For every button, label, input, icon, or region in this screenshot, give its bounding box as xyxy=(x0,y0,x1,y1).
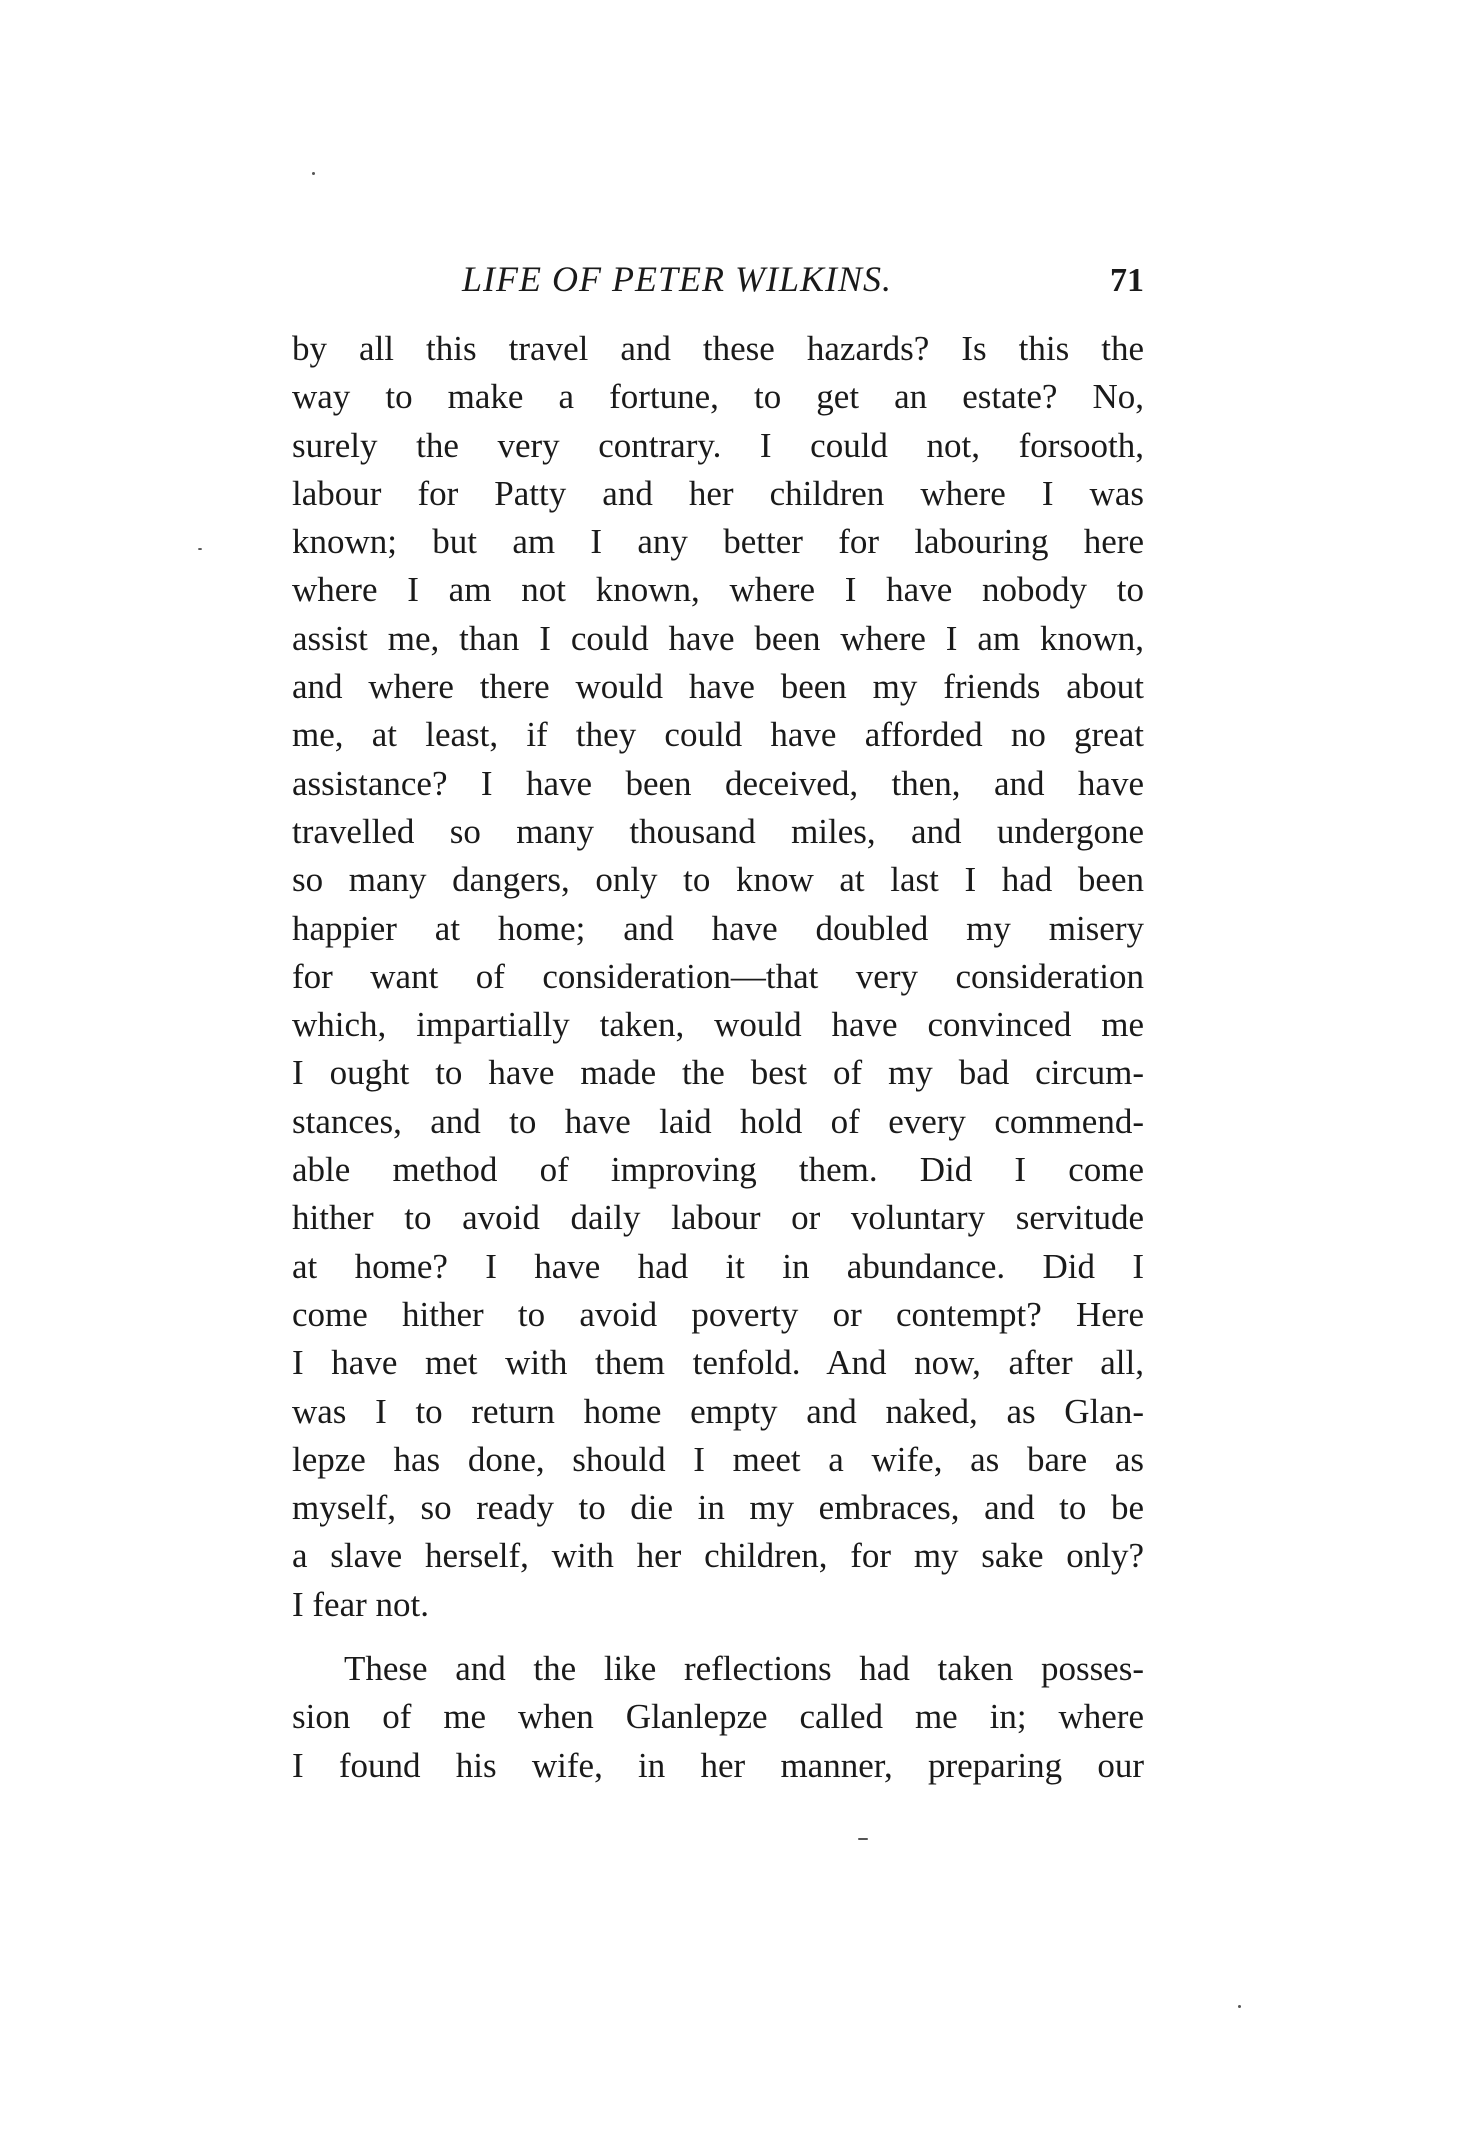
scan-speck xyxy=(858,1838,868,1840)
paragraph-gap xyxy=(292,1629,1144,1645)
paragraph xyxy=(292,1645,1144,1790)
text-line: travelled so many thousand miles, and undergone xyxy=(292,811,1144,851)
text-line: which, impartially taken, would have convinced me xyxy=(292,1005,1144,1045)
text-line: a slave herself, with her children, for my sake only? xyxy=(292,1536,1144,1576)
text-line: assist me, than I could have been where I am known, xyxy=(292,618,1144,658)
text-line: assistance? I have been deceived, then, and have xyxy=(292,763,1144,803)
text-line: lepze has done, should I meet a wife, as bare as xyxy=(292,1439,1144,1479)
text-line: stances, and to have laid hold of every commend- xyxy=(292,1101,1144,1141)
text-line: known; but am I any better for labouring here xyxy=(292,522,1144,562)
text-line: able method of improving them. Did I come xyxy=(292,1150,1144,1190)
text-line: come hither to avoid poverty or contempt? Here xyxy=(292,1294,1144,1334)
scan-speck xyxy=(1238,2005,1241,2008)
running-head xyxy=(292,258,1144,302)
text-line: sion of me when Glanlepze called me in; where xyxy=(292,1697,1144,1737)
text-line: me, at least, if they could have afforded no great xyxy=(292,715,1144,755)
text-line: happier at home; and have doubled my misery xyxy=(292,908,1144,948)
running-title: LIFE OF PETER WILKINS. xyxy=(462,259,892,299)
page-number: 71 xyxy=(1110,262,1144,299)
text-line: I ought to have made the best of my bad circum- xyxy=(292,1053,1144,1093)
text-line: I fear not. xyxy=(292,1584,430,1624)
text-line: for want of consideration—that very consideration xyxy=(292,956,1144,996)
text-line: where I am not known, where I have nobody to xyxy=(292,570,1144,610)
scan-speck xyxy=(198,548,202,550)
text-line: labour for Patty and her children where I was xyxy=(292,473,1144,513)
text-line: hither to avoid daily labour or voluntary servitude xyxy=(292,1198,1144,1238)
text-line: was I to return home empty and naked, as Glan- xyxy=(292,1391,1144,1431)
text-line: by all this travel and these hazards? Is this the xyxy=(292,329,1144,368)
text-line: and where there would have been my friends about xyxy=(292,667,1144,707)
scan-speck xyxy=(312,172,315,175)
paragraph xyxy=(292,325,1144,1629)
body-text xyxy=(292,325,1144,1790)
text-line: I found his wife, in her manner, preparing our xyxy=(292,1745,1144,1785)
text-line: way to make a fortune, to get an estate? No, xyxy=(292,377,1144,417)
text-line: I have met with them tenfold. And now, after all, xyxy=(292,1343,1144,1383)
text-line: at home? I have had it in abundance. Did I xyxy=(292,1246,1144,1286)
text-line: so many dangers, only to know at last I had been xyxy=(292,860,1144,900)
text-line: These and the like reflections had taken posses- xyxy=(344,1649,1144,1689)
text-line: myself, so ready to die in my embraces, and to be xyxy=(292,1488,1144,1528)
text-line: surely the very contrary. I could not, forsooth, xyxy=(292,425,1144,465)
